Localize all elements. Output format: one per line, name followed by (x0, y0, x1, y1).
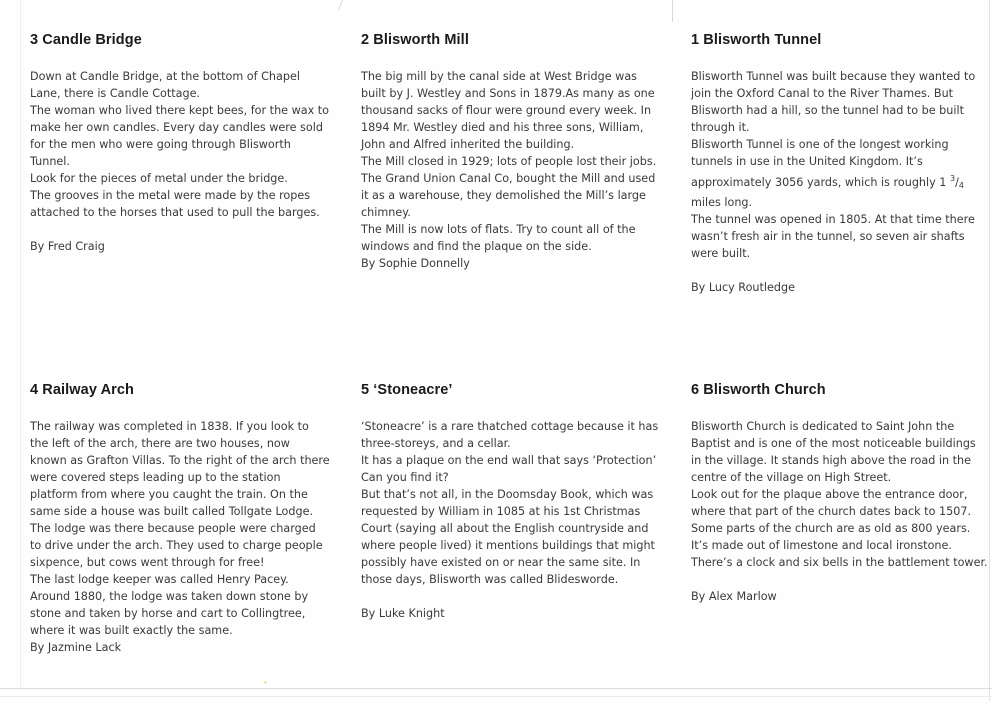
card-paragraph: The big mill by the canal side at West Bridge was built by J. Westley and Sons in 1879.As many as one thousand sacks of flour were ground every week. In 1894 Mr. Westley died and his three sons, William, John and Alfred inherited the building. (361, 70, 655, 151)
fraction-numerator: 3 (949, 174, 956, 183)
fold-line (989, 0, 990, 701)
card-paragraph-tail: miles long. (691, 196, 753, 209)
card-paragraph: Look out for the plaque above the entrance door, where that part of the church dates back to 1507. (691, 488, 971, 518)
fold-line (672, 0, 673, 22)
card-paragraph: The tunnel was opened in 1805. At that time there wasn’t fresh air in the tunnel, so seven air shafts were built. (691, 213, 975, 260)
card-body (691, 68, 989, 296)
card-title: 6 Blisworth Church (691, 382, 826, 398)
fold-line (0, 696, 992, 697)
card-candle-bridge (30, 32, 330, 255)
card-paragraph: Some parts of the church are as old as 800 years. (691, 522, 971, 535)
card-paragraph: The Mill is now lots of flats. Try to count all of the windows and find the plaque on the side. (361, 223, 636, 253)
card-blisworth-tunnel (691, 32, 989, 296)
card-paragraph: Blisworth Tunnel is one of the longest working tunnels in use in the United Kingdom. It’s approximately 3056 yards, which is roughly 1 (691, 138, 949, 189)
card-author: By Jazmine Lack (30, 641, 122, 654)
card-paragraph: Down at Candle Bridge, at the bottom of Chapel Lane, there is Candle Cottage. (30, 70, 300, 100)
paper-speck (264, 681, 267, 684)
card-paragraph: It has a plaque on the end wall that says ‘Protection’ Can you find it? (361, 454, 657, 484)
card-paragraph: It’s made out of limestone and local ironstone. (691, 539, 952, 552)
card-paragraph: The last lodge keeper was called Henry Pacey. (30, 573, 289, 586)
card-title: 1 Blisworth Tunnel (691, 32, 822, 48)
card-blisworth-church (691, 382, 989, 605)
fold-line (20, 0, 21, 690)
card-paragraph: The Mill closed in 1929; lots of people lost their jobs. The Grand Union Canal Co, bought the Mill and used it as a warehouse, they demolished the Mill’s large chimney. (361, 155, 657, 219)
card-paragraph: The woman who lived there kept bees, for the wax to make her own candles. Every day candles were sold for the men who were going through Blisworth Tunnel. (30, 104, 330, 168)
card-blisworth-mill (361, 32, 661, 272)
card-paragraph: There’s a clock and six bells in the battlement tower. (691, 556, 988, 569)
card-paragraph: Blisworth Church is dedicated to Saint John the Baptist and is one of the most noticeable buildings in the village. It stands high above the road in the centre of the village on High Street. (691, 420, 976, 484)
fold-line (338, 0, 343, 10)
card-author: By Luke Knight (361, 607, 445, 620)
card-author: By Lucy Routledge (691, 281, 795, 294)
card-author: By Sophie Donnelly (361, 257, 470, 270)
card-body (691, 418, 989, 605)
card-paragraph: The lodge was there because people were charged to drive under the arch. They used to charge people sixpence, but cows went through for free! (30, 522, 323, 569)
card-paragraph: But that’s not all, in the Doomsday Book, which was requested by William in 1085 at his 1st Christmas Court (saying all about the English countryside and where people lived) it mentions buildings that might possibly have existed on or near the same site. In those days, Blisworth was called Blidesworde. (361, 488, 655, 586)
card-paragraph: Blisworth Tunnel was built because they wanted to join the Oxford Canal to the River Thames. But Blisworth had a hill, so the tunnel had to be built through it. (691, 70, 976, 134)
card-paragraph: ‘Stoneacre’ is a rare thatched cottage because it has three-storeys, and a cellar. (361, 420, 659, 450)
card-railway-arch (30, 382, 330, 656)
card-author: By Fred Craig (30, 240, 105, 253)
card-author: By Alex Marlow (691, 590, 777, 603)
fraction: $^3/_4$ (949, 174, 964, 190)
fold-line (0, 688, 992, 689)
card-body (361, 68, 661, 272)
card-title: 5 ‘Stoneacre’ (361, 382, 453, 398)
fraction-denominator: 4 (958, 181, 964, 190)
card-paragraph: Around 1880, the lodge was taken down stone by stone and taken by horse and cart to Collingtree, where it was built exactly the same. (30, 590, 309, 637)
card-stoneacre (361, 382, 661, 622)
card-paragraph: The grooves in the metal were made by the ropes attached to the horses that used to pull the barges. (30, 189, 320, 219)
card-title: 3 Candle Bridge (30, 32, 142, 48)
card-body (30, 68, 330, 255)
card-paragraph: The railway was completed in 1838. If you look to the left of the arch, there are two houses, now known as Grafton Villas. To the right of the arch there were covered steps leading up to the station platform from where you caught the train. On the same side a house was built called Tollgate Lodge. (30, 420, 330, 518)
card-paragraph-with-fraction (691, 136, 989, 211)
card-body (30, 418, 330, 656)
card-paragraph: Look for the pieces of metal under the bridge. (30, 172, 288, 185)
card-title: 4 Railway Arch (30, 382, 135, 398)
card-title: 2 Blisworth Mill (361, 32, 469, 48)
card-body (361, 418, 661, 622)
